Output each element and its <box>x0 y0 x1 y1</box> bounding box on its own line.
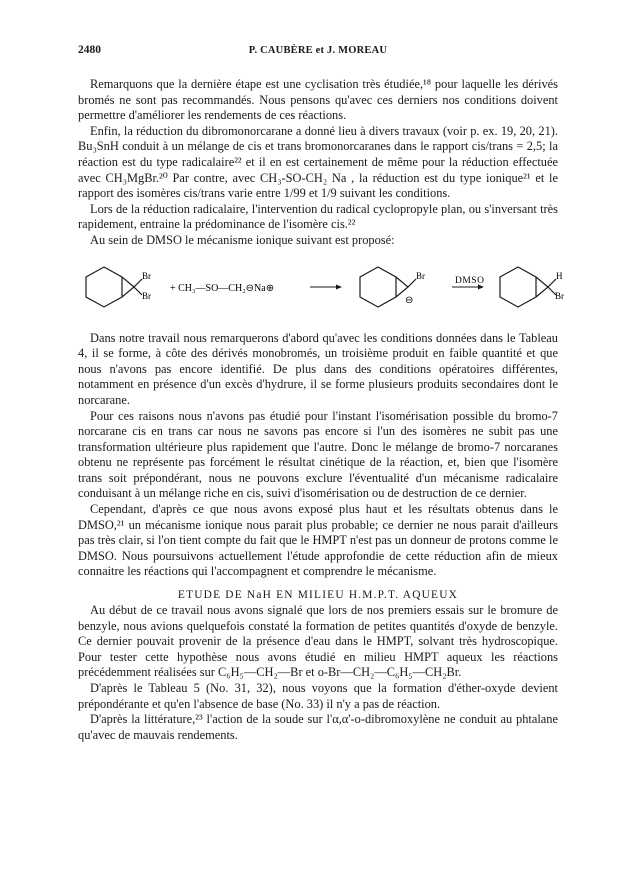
page-number: 2480 <box>78 44 101 56</box>
substituent-br: Br <box>555 290 564 301</box>
paragraph: Enfin, la réduction du dibromonorcarane a donné lieu à divers travaux (voir p. ex. 19, 20, 21). Bu₃SnH conduit à un mélange de cis et trans bromonorcaranes dans le rapport cis/trans = 2,5; la réaction est du type radicalaire²² et il en est certainement de même pour la réduction effectuée avec CH₃MgBr.²⁰ Par contre, avec CH₃-SO-CH₂ Na , la réduction est du type ionique²¹ et le rapport des isomères cis/trans varie entre 1/99 et 1/9 suivant les conditions. <box>78 123 558 201</box>
paragraph: Remarquons que la dernière étape est une cyclisation très étudiée,¹⁸ pour laquelle les dérivés bromés ne sont pas recommandés. Nous pensons qu'avec ces derniers nos conditions doivent permettre d'améliorer les rendements de ces réactions. <box>78 77 558 123</box>
paragraph: Cependant, d'après ce que nous avons exposé plus haut et les résultats obtenus dans le DMSO,²¹ un mécanisme ionique nous parait plus probable; ce dernier ne nous parait d'ailleurs pas très clair, si l'on tient compte du fait que le HMPT n'est pas un donneur de protons comme le DMSO. Nous poursuivons actuellement l'étude approfondie de cette réduction afin de mieux connaitre les réactions qui l'accompagnent et comprendre le mécanisme. <box>78 502 558 579</box>
paragraph: Au début de ce travail nous avons signalé que lors de nos premiers essais sur le bromure de benzyle, nous avions quelquefois constaté la formation de petites quantités d'oxyde de benzyle. Ce dernier pouvait provenir de la présence d'eau dans le HMPT, solvant très hydroscopique. Pour tester cette hypothèse nous avons étudié en milieu HMPT aqueux les réactions précédemment réalisées sur C₆H₅—CH₂—Br et o-Br—CH₂—C₆H₅—CH₂Br. <box>78 603 558 680</box>
solvent-label: DMSO <box>455 275 485 286</box>
paragraph: D'après le Tableau 5 (No. 31, 32), nous voyons que la formation d'éther-oxyde devient prépondérante et qu'en l'absence de base (No. 33) il n'y a pas de réaction. <box>78 681 558 711</box>
reaction-arrow <box>310 284 342 289</box>
text-block-top <box>78 77 558 249</box>
page <box>78 44 564 743</box>
running-title: P. CAUBÈRE et J. MOREAU <box>248 45 388 56</box>
substituent-h: H <box>556 270 563 281</box>
anion-charge: ⊖ <box>405 294 414 306</box>
substituent-br-lower: Br <box>142 290 151 301</box>
reagent-label: + CH₃—SO—CH₂⊖Na⊕ <box>170 282 275 294</box>
reaction-scheme <box>78 255 564 323</box>
paragraph: D'après la littérature,²³ l'action de la soude sur l'α,α'-o-dibromoxylène ne conduit au phtalane qu'avec de mauvais rendements. <box>78 712 558 742</box>
paragraph: Au sein de DMSO le mécanisme ionique suivant est proposé: <box>90 232 395 247</box>
text-block-bottom <box>78 603 558 743</box>
section-title: ETUDE DE NaH EN MILIEU H.M.P.T. AQUEUX <box>177 589 459 602</box>
bromonorcarane-structure <box>500 267 556 307</box>
dibromonorcarane-structure <box>86 267 142 307</box>
paragraph: Lors de la réduction radicalaire, l'intervention du radical cyclopropyle plan, ou s'inversant très rapidement, entraine la prédominance de l'isomère cis.²² <box>78 201 558 232</box>
paragraph: Pour ces raisons nous n'avons pas étudié pour l'instant l'isomérisation possible du bromo-7 norcarane cis en trans car nous ne savons pas encore si l'un des isomères ne subit pas une transformation ultérieure plus rapidement que l'autre. Donc le mélange de bromo-7 norcaranes obtenu ne représente pas forcément le résultat cinétique de la réaction, et, bien que l'isomère trans soit prépondérant, nous ne pouvons exclure l'éventualité d'un mécanisme radicalaire conduisant à un mélange riche en cis, suivi d'isomérisation ou de destruction de ce dernier. <box>78 408 558 501</box>
page-header <box>78 44 558 60</box>
paragraph: Dans notre travail nous remarquerons d'abord qu'avec les conditions données dans le Tableau 4, il se forme, à côte des dérivés monobromés, un troisième produit en faible quantité et que nous n'avons pas encore identifié. De plus dans des conditions opératoires différentes, notamment en présence d'un excès d'hydrure, il se forme plusieurs produits secondaires dont le norcarane. <box>78 330 558 407</box>
substituent-br-upper: Br <box>142 270 151 281</box>
substituent-br: Br <box>416 270 425 281</box>
reaction-scheme-drawing <box>74 255 564 323</box>
text-block-middle <box>78 331 558 581</box>
